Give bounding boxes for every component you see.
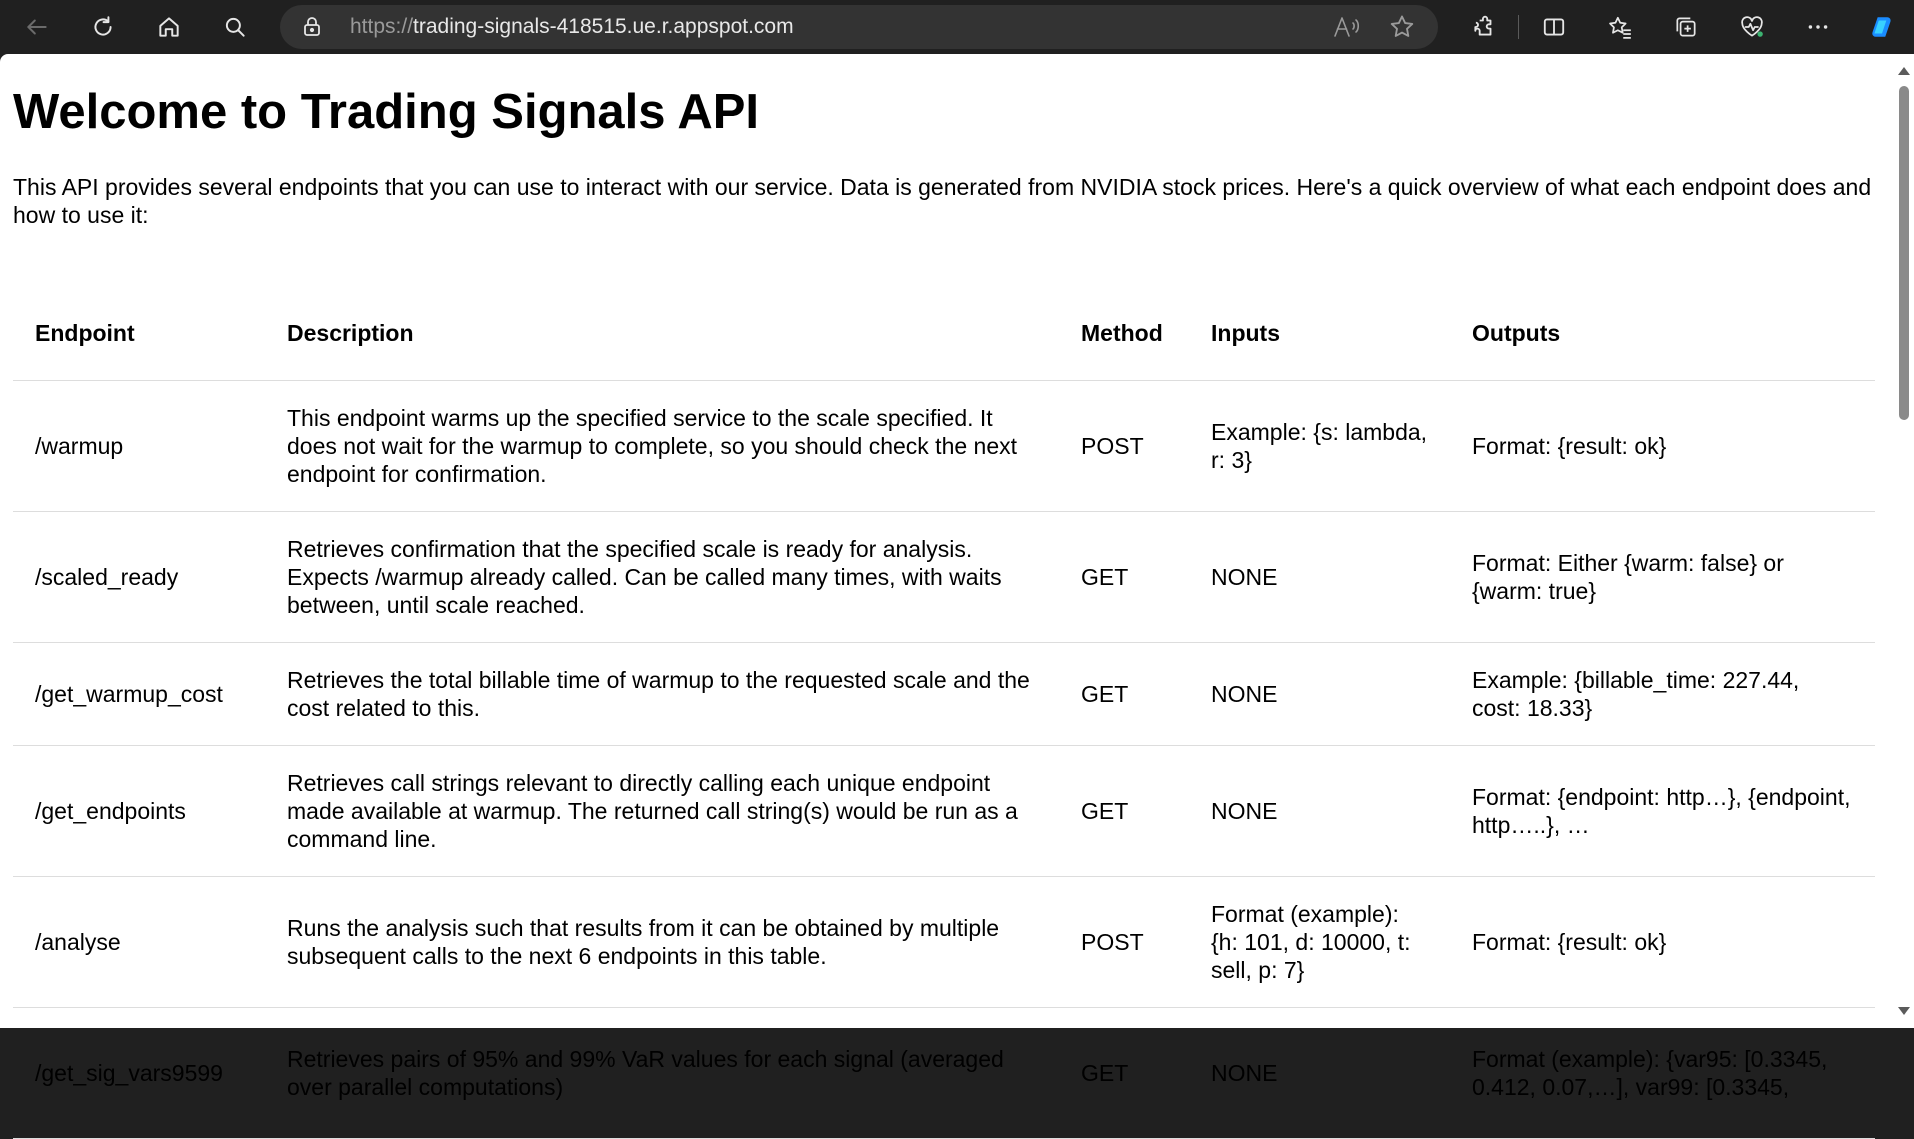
table-row [13, 381, 1875, 512]
outputs-cell: Format (example): {var95: [0.3345, 0.412, 0.07,…], var99: [0.3345, [1450, 1008, 1875, 1139]
description-cell: Runs the analysis such that results from it can be obtained by multiple subsequent calls to the next 6 endpoints in this table. [265, 877, 1059, 1008]
page-title: Welcome to Trading Signals API [13, 85, 760, 139]
description-cell: Retrieves the total billable time of warmup to the requested scale and the cost related to this. [265, 643, 1059, 746]
address-bar[interactable] [280, 5, 1438, 49]
outputs-cell: Example: {billable_time: 227.44, cost: 18.33} [1450, 643, 1875, 746]
intro-paragraph: This API provides several endpoints that you can use to interact with our service. Data is generated from NVIDIA stock prices. Here's a quick overview of what each endpoint does and how to use it: [13, 174, 1872, 228]
favorites-button[interactable] [1600, 7, 1640, 47]
url-protocol: https:// [350, 15, 414, 38]
more-icon [1805, 14, 1831, 40]
favorite-star-icon[interactable] [1388, 13, 1416, 41]
collections-button[interactable] [1666, 7, 1706, 47]
table-row [13, 877, 1875, 1008]
scroll-up-arrow-icon[interactable] [1898, 67, 1910, 75]
page-viewport [0, 54, 1914, 1100]
endpoints-table [13, 286, 1875, 1139]
header-endpoint: Endpoint [13, 286, 265, 381]
url-host: trading-signals-418515.ue.r.appspot.com [413, 15, 794, 38]
endpoint-cell: /analyse [13, 877, 265, 1008]
refresh-icon [90, 14, 116, 40]
table-row [13, 1008, 1875, 1139]
method-cell: GET [1059, 643, 1189, 746]
copilot-icon [1869, 14, 1895, 40]
extensions-button[interactable] [1464, 7, 1504, 47]
scroll-down-arrow-icon[interactable] [1898, 1007, 1910, 1015]
outputs-cell: Format: {endpoint: http…}, {endpoint, http…..}, … [1450, 746, 1875, 877]
home-button[interactable] [149, 7, 189, 47]
table-header-row [13, 286, 1875, 381]
browser-toolbar [0, 0, 1914, 54]
extensions-icon [1471, 14, 1497, 40]
description-cell: Retrieves call strings relevant to directly calling each unique endpoint made available at warmup. The returned call string(s) would be run as a command line. [265, 746, 1059, 877]
more-button[interactable] [1798, 7, 1838, 47]
header-method: Method [1059, 286, 1189, 381]
back-button[interactable] [17, 7, 57, 47]
back-icon [24, 14, 50, 40]
inputs-cell: Example: {s: lambda, r: 3} [1189, 381, 1450, 512]
endpoint-cell: /get_endpoints [13, 746, 265, 877]
lock-icon[interactable] [300, 15, 324, 39]
header-outputs: Outputs [1450, 286, 1875, 381]
description-cell: This endpoint warms up the specified service to the scale specified. It does not wait for the warmup to complete, so you should check the next endpoint for confirmation. [265, 381, 1059, 512]
inputs-cell: NONE [1189, 1008, 1450, 1139]
endpoint-cell: /get_sig_vars9599 [13, 1008, 265, 1139]
refresh-button[interactable] [83, 7, 123, 47]
outputs-cell: Format: Either {warm: false} or {warm: true} [1450, 512, 1875, 643]
endpoint-cell: /warmup [13, 381, 265, 512]
header-description: Description [265, 286, 1059, 381]
toolbar-separator [1518, 15, 1519, 39]
browser-essentials-icon [1739, 14, 1765, 40]
browser-essentials-button[interactable] [1732, 7, 1772, 47]
method-cell: GET [1059, 1008, 1189, 1139]
description-cell: Retrieves pairs of 95% and 99% VaR values for each signal (averaged over parallel computations) [265, 1008, 1059, 1139]
outputs-cell: Format: {result: ok} [1450, 381, 1875, 512]
search-icon [222, 14, 248, 40]
method-cell: GET [1059, 512, 1189, 643]
read-aloud-icon[interactable] [1332, 14, 1362, 40]
split-screen-button[interactable] [1534, 7, 1574, 47]
method-cell: GET [1059, 746, 1189, 877]
description-cell: Retrieves confirmation that the specified scale is ready for analysis. Expects /warmup already called. Can be called many times, with waits between, until scale reached. [265, 512, 1059, 643]
header-inputs: Inputs [1189, 286, 1450, 381]
url-text[interactable] [350, 15, 794, 39]
search-button[interactable] [215, 7, 255, 47]
copilot-button[interactable] [1862, 7, 1902, 47]
endpoint-cell: /scaled_ready [13, 512, 265, 643]
table-row [13, 643, 1875, 746]
split-screen-icon [1541, 14, 1567, 40]
inputs-cell: NONE [1189, 746, 1450, 877]
endpoint-cell: /get_warmup_cost [13, 643, 265, 746]
vertical-scrollbar[interactable] [1894, 54, 1914, 1028]
collections-icon [1673, 14, 1699, 40]
outputs-cell: Format: {result: ok} [1450, 877, 1875, 1008]
home-icon [156, 14, 182, 40]
scrollbar-thumb[interactable] [1899, 86, 1909, 420]
table-row [13, 746, 1875, 877]
favorites-icon [1607, 14, 1633, 40]
table-row [13, 512, 1875, 643]
inputs-cell: NONE [1189, 512, 1450, 643]
method-cell: POST [1059, 381, 1189, 512]
method-cell: POST [1059, 877, 1189, 1008]
inputs-cell: NONE [1189, 643, 1450, 746]
inputs-cell: Format (example): {h: 101, d: 10000, t: sell, p: 7} [1189, 877, 1450, 1008]
